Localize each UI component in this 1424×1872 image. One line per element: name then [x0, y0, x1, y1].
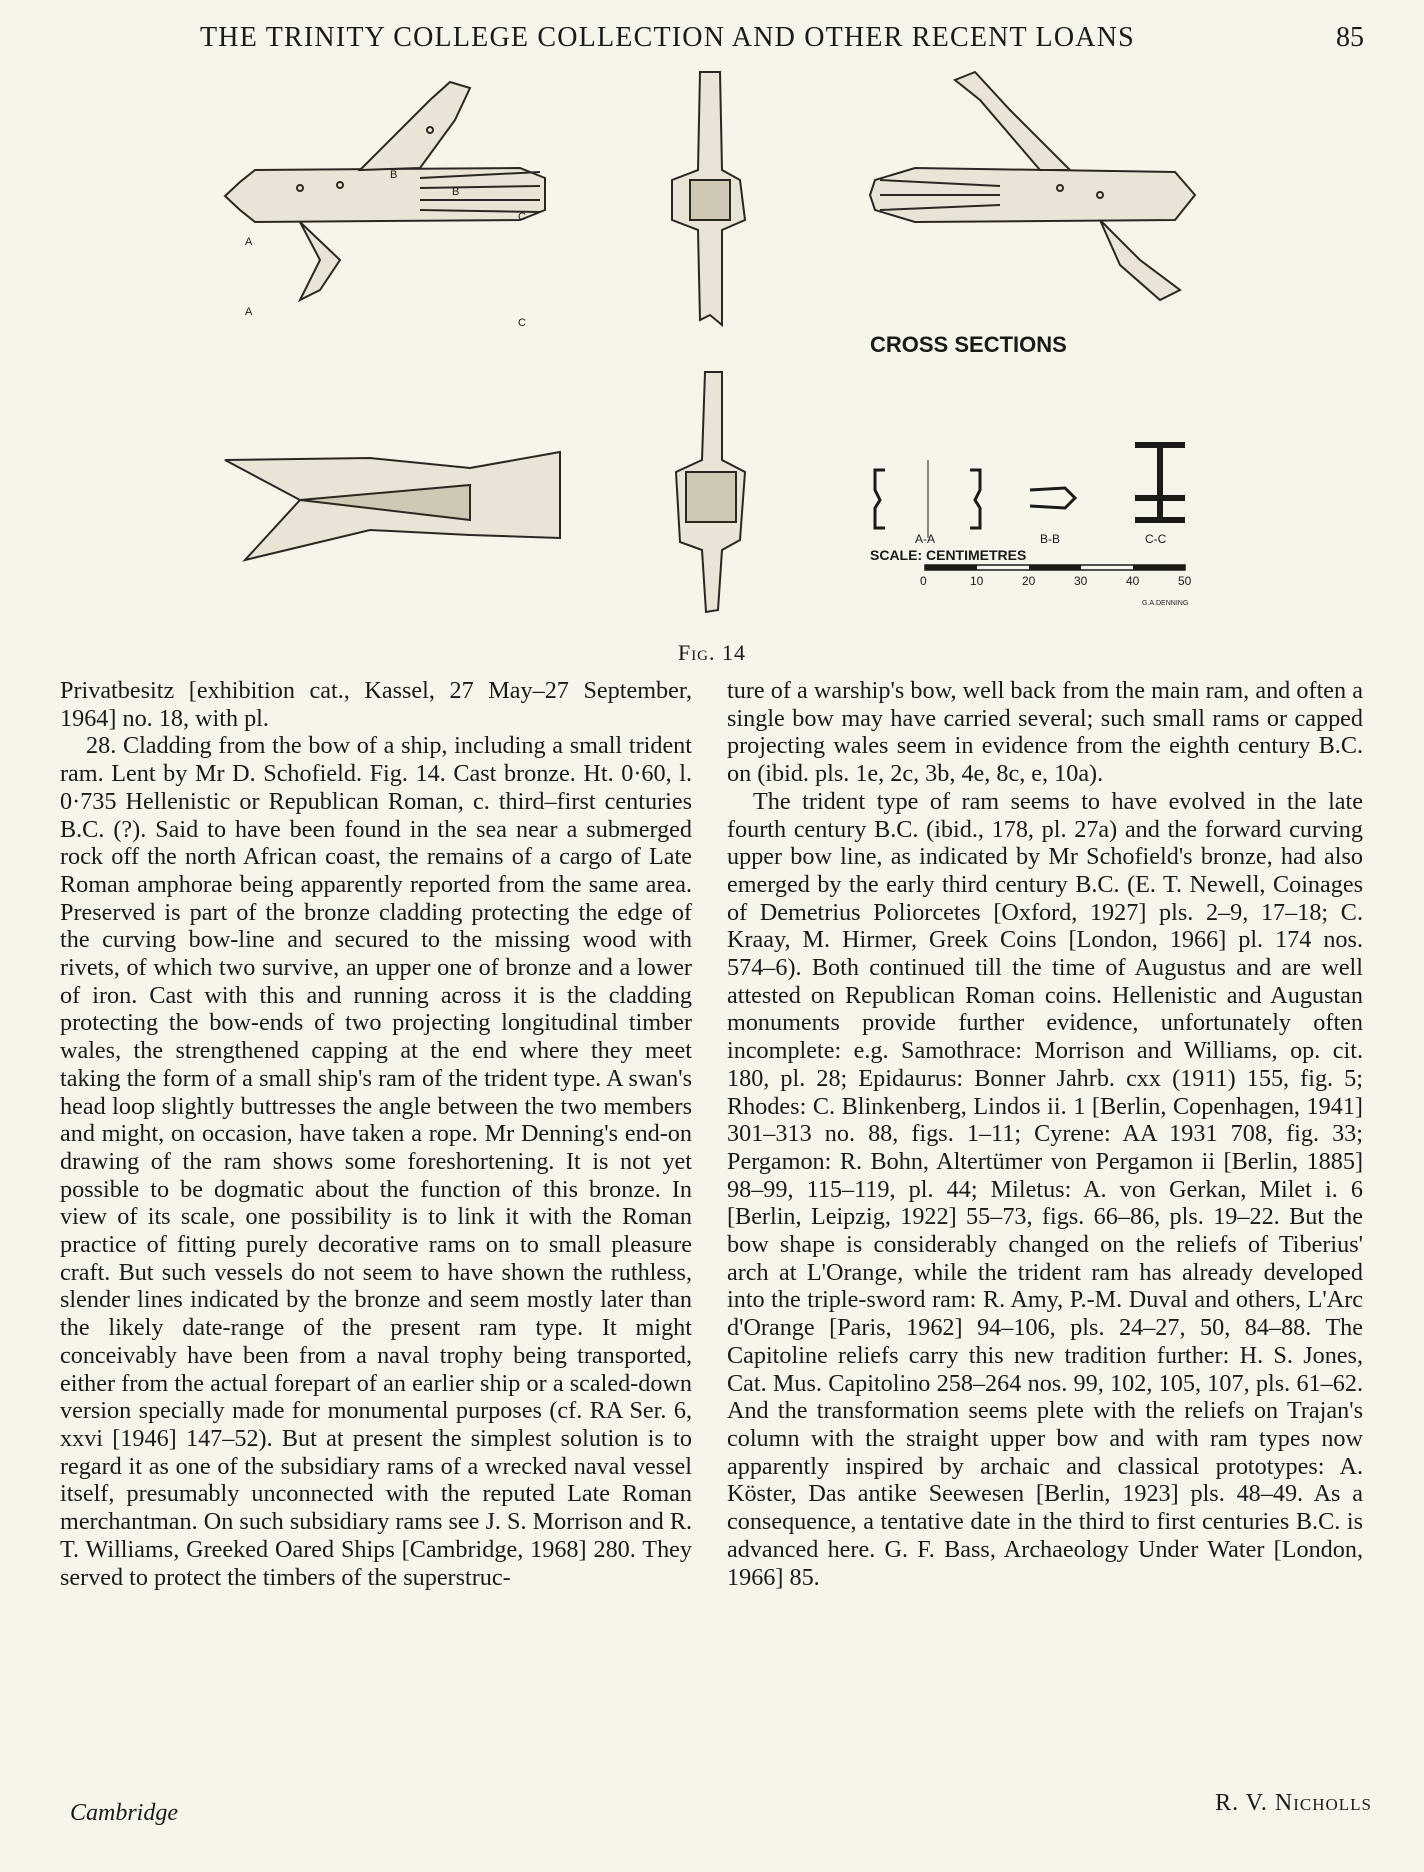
scale-tick-50: 50 — [1178, 574, 1192, 588]
section-label-aa: A-A — [915, 532, 936, 546]
left-paragraph-2: 28. Cladding from the bow of a ship, including a small trident ram. Lent by Mr D. Schofield. Fig. 14. Cast bronze. Ht. 0·60, l. 0·735 Hellenistic or Republican Roman, c. third–first centuries B.C. (?). Said to have been found in the sea near a submerged rock off the north African coast, the remains of a cargo of Late Roman amphorae being apparently reported from the same area. Preserved is part of the bronze cladding protecting the edge of the curving bow-line and secured to the missing wood with rivets, of which two survive, an upper one of bronze and a lower of iron. Cast with this and running across it is the cladding protecting the bow-ends of two projecting longitudinal timber wales, the strengthened capping at the end where they meet taking the form of a small ship's ram of the trident type. A swan's head loop slightly buttresses the angle between the two members and might, on occasion, have taken a rope. Mr Denning's end-on drawing of the ram shows some foreshortening. It is not yet possible to be dogmatic about the function of this bronze. In view of its scale, one possibility is to link it with the Roman practice of fitting purely decorative rams on to small pleasure craft. But such vessels do not seem to have shown the ruthless, slender lines indicated by the bronze and seem mostly later than the likely date-range of the present ram type. It might conceivably have been from a naval trophy being transported, either from the actual forepart of an earlier ship or a scaled-down version specially made for monumental purposes (cf. RA Ser. 6, xxvi [1946] 147–52). But at present the simplest solution is to regard it as one of the subsidiary rams of a wrecked naval vessel itself, presumably unconnected with the reputed Late Roman merchantman. On such subsidiary rams see J. S. Morrison and R. T. Williams, Greeked Oared Ships [Cambridge, 1968] 280. They served to protect the timbers of the superstruc- — [60, 732, 692, 1591]
bronze-ram-drawings — [0, 60, 1424, 640]
scale-tick-30: 30 — [1074, 574, 1088, 588]
section-bb-shape — [1030, 488, 1075, 508]
end-view-drawing — [676, 372, 745, 612]
side-view-drawing — [225, 82, 545, 300]
section-marker-c-bottom: C — [518, 317, 526, 329]
section-marker-b-left: B — [390, 169, 398, 181]
section-cc-shape — [1135, 445, 1185, 520]
draftsman-credit: G.A.DENNING — [1142, 600, 1189, 607]
top-view-drawing — [225, 452, 560, 560]
scale-tick-0: 0 — [920, 574, 927, 588]
section-marker-a-bottom: A — [245, 306, 253, 318]
right-column — [727, 677, 1363, 1591]
scale-tick-10: 10 — [970, 574, 984, 588]
place-of-writing: Cambridge — [70, 1800, 178, 1826]
reverse-view-drawing — [870, 72, 1195, 300]
section-marker-b-right: B — [452, 186, 460, 198]
figure-caption: Fig. 14 — [677, 640, 747, 665]
scale-tick-40: 40 — [1126, 574, 1140, 588]
front-view-drawing — [672, 72, 745, 325]
author-signature: R. V. Nicholls — [1215, 1790, 1372, 1816]
right-paragraph-1: ture of a warship's bow, well back from the main ram, and often a single bow may have carried several; such small rams or capped projecting wales seem in evidence from the eighth century B.C. on (ibid. pls. 1e, 2c, 3b, 4e, 8c, e, 10a). — [727, 677, 1363, 788]
left-paragraph-1: Privatbesitz [exhibition cat., Kassel, 27 May–27 September, 1964] no. 18, with pl. — [60, 677, 692, 732]
figure-14 — [0, 60, 1424, 640]
scale-title: SCALE: CENTIMETRES — [870, 547, 1027, 563]
cross-sections-title: CROSS SECTIONS — [870, 332, 1067, 357]
section-marker-a-top: A — [245, 236, 253, 248]
running-title: THE TRINITY COLLEGE COLLECTION AND OTHER RECENT LOANS — [200, 22, 1135, 53]
scale-tick-20: 20 — [1022, 574, 1036, 588]
page-number: 85 — [1336, 22, 1364, 53]
section-aa-shape — [875, 470, 885, 528]
left-column — [60, 677, 692, 1591]
right-paragraph-2: The trident type of ram seems to have evolved in the late fourth century B.C. (ibid., 178, pl. 27a) and the forward curving upper bow line, as indicated by Mr Schofield's bronze, had also emerged by the early third century B.C. (E. T. Newell, Coinages of Demetrius Poliorcetes [Oxford, 1927] pls. 2–9, 17–18; C. Kraay, M. Hirmer, Greek Coins [London, 1966] pl. 174 nos. 574–6). Both continued till the time of Augustus and are well attested on Republican Roman coins. Hellenistic and Augustan monuments provide further evidence, unfortunately often incomplete: e.g. Samothrace: Morrison and Williams, op. cit. 180, pl. 28; Epidaurus: Bonner Jahrb. cxx (1911) 155, fig. 5; Rhodes: C. Blinkenberg, Lindos ii. 1 [Berlin, Copenhagen, 1941] 301–313 no. 88, figs. 1–11; Cyrene: AA 1931 708, fig. 33; Pergamon: R. Bohn, Altertümer von Pergamon ii [Berlin, 1885] 98–99, 115–119, pl. 44; Miletus: A. von Gerkan, Milet i. 6 [Berlin, Leipzig, 1922] 55–73, figs. 66–86, pls. 19–22. But the bow shape is considerably changed on the reliefs of Tiberius' arch at L'Orange, while the trident ram has already developed into the triple-sword ram: R. Amy, P.-M. Duval and others, L'Arc d'Orange [Paris, 1962] 94–106, pls. 24–27, 50, 84–88. The Capitoline reliefs carry this new tradition further: H. S. Jones, Cat. Mus. Capitolino 258–264 nos. 99, 102, 105, 107, pls. 61–62. And the transformation seems plete with the reliefs on Trajan's column with the straight upper bow and with ram types now apparently inspired by archaic and classical prototypes: A. Köster, Das antike Seewesen [Berlin, 1923] pls. 48–49. As a consequence, a tentative date in the third to first centuries B.C. is advanced here. G. F. Bass, Archaeology Under Water [London, 1966] 85. — [727, 787, 1363, 1591]
section-label-cc: C-C — [1145, 532, 1167, 546]
section-label-bb: B-B — [1040, 532, 1061, 546]
scale-bar — [925, 565, 1185, 570]
section-marker-c-top: C — [518, 211, 526, 223]
